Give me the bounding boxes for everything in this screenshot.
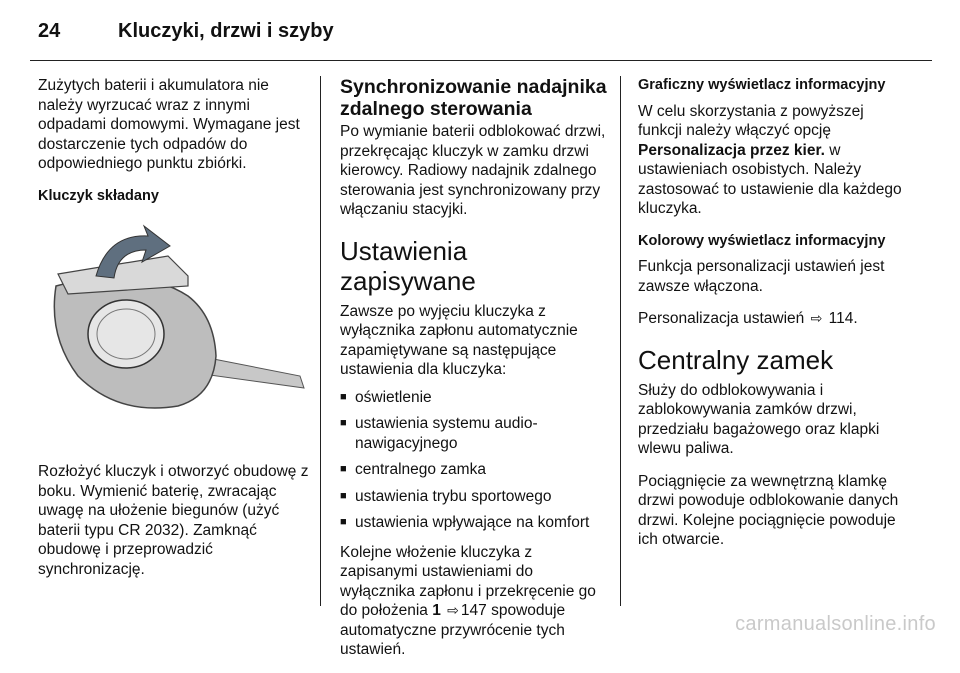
key-battery-illustration: [38, 216, 310, 446]
central-locking-paragraph-1: Służy do odblokowywania i zablokowywania zamków drzwi, przedziału bagażowego oraz klapki wlewu paliwa.: [638, 381, 880, 457]
list-item: ■ ustawienia systemu audio-nawigacyjnego: [340, 414, 608, 453]
restore-text-start: Kolejne włożenie kluczyka z zapisanymi ustawieniami do wyłącznika zapłonu i przekręcenie go do położenia: [340, 543, 596, 619]
color-display-paragraph: Funkcja personalizacji ustawień jest zawsze włączona.: [638, 258, 885, 295]
list-item: ■ ustawienia wpływające na komfort: [340, 513, 608, 533]
color-display-heading: Kolorowy wyświetlacz informacyjny: [638, 232, 886, 249]
key-battery-image: [38, 216, 310, 446]
graphic-display-text-end: w ustawieniach osobistych. Należy zastosować to ustawienie dla każdego kluczyka.: [638, 141, 902, 217]
page-reference-link[interactable]: 114.: [828, 310, 858, 327]
central-locking-paragraph-2: Pociągnięcie za wewnętrzną klamkę drzwi powoduje odblokowanie danych drzwi. Kolejne pociągnięcie powoduje ich otwarcie.: [638, 472, 899, 548]
column-divider-1: [320, 76, 321, 606]
ignition-position: 1: [432, 602, 441, 619]
page-title: Kluczyki, drzwi i szyby: [118, 20, 334, 42]
personalization-option: Personalizacja przez kier.: [638, 141, 825, 159]
restore-text-end: spowoduje automatyczne przywrócenie tych ustawień.: [340, 602, 566, 658]
graphic-display-text-start: W celu skorzystania z powyższej funkcji należy włączyć opcję: [638, 102, 864, 139]
header-rule: [30, 60, 932, 61]
column-1: [38, 76, 310, 592]
sync-paragraph: Po wymianie baterii odblokować drzwi, przekręcając kluczyk w zamku drzwi kierowcy. Radiowy nadajnik zdalnego sterowania jest synchronizowany przy włączaniu stacyjki.: [340, 123, 606, 218]
page-reference-arrow-icon: ⇨: [447, 602, 459, 618]
column-divider-2: [620, 76, 621, 606]
watermark: carmanualsonline.info: [735, 613, 936, 635]
list-item: ■ centralnego zamka: [340, 460, 608, 480]
saved-settings-intro: Zawsze po wyjęciu kluczyka z wyłącznika zapłonu automatycznie zapamiętywane są następujące ustawienia dla kluczyka:: [340, 302, 578, 378]
personalization-ref-text: Personalizacja ustawień: [638, 310, 809, 327]
list-item: ■ oświetlenie: [340, 388, 608, 408]
page-reference-arrow-icon: ⇨: [810, 310, 823, 326]
saved-settings-heading: Ustawienia zapisywane: [340, 235, 476, 296]
page-number: 24: [38, 20, 61, 42]
personalization-reference: [638, 309, 908, 329]
central-locking-heading: Centralny zamek: [638, 344, 834, 375]
graphic-display-heading: Graficzny wyświetlacz informacyjny: [638, 77, 886, 93]
column-3: [638, 76, 908, 563]
page-reference-link[interactable]: 147: [460, 602, 487, 619]
battery-replacement-caption: Rozłożyć kluczyk i otworzyć obudowę z boku. Wymienić baterię, zwracając uwagę na ułożenie biegunów (użyć baterii typu CR 2032). Zamknąć obudowę i przeprowadzić synchronizację.: [38, 463, 309, 578]
column-2: [340, 76, 608, 673]
saved-settings-list: [340, 388, 608, 533]
list-item: ■ ustawienia trybu sportowego: [340, 487, 608, 507]
sync-heading: Synchronizowanie nadajnika zdalnego sterowania: [340, 76, 607, 120]
graphic-display-paragraph: [638, 102, 908, 219]
battery-disposal-text: Zużytych baterii i akumulatora nie należy wyrzucać wraz z innymi odpadami domowymi. Wymagane jest dostarczenie tych odpadów do odpowiedniego punktu zbiórki.: [38, 77, 300, 172]
folding-key-heading: Kluczyk składany: [38, 187, 159, 204]
